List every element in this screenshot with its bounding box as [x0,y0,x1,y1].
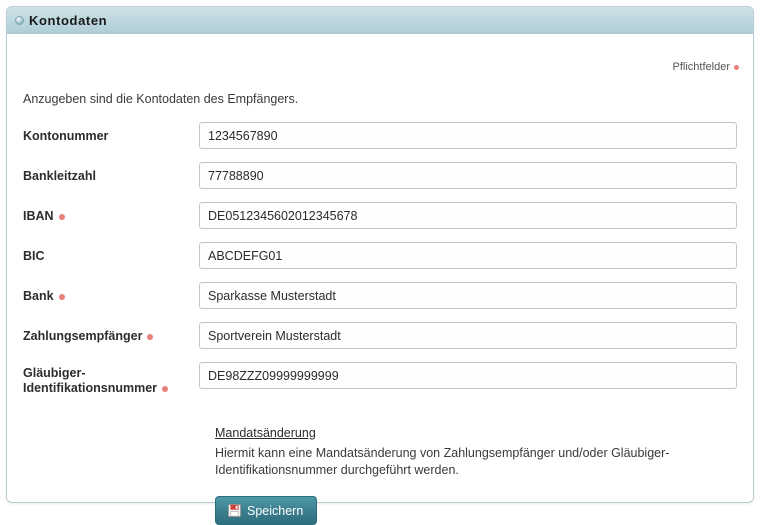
field-wrapper-iban [199,202,753,229]
bic-input[interactable] [199,242,737,269]
required-fields-note [673,61,739,73]
label-text: Gläubiger-Identifikationsnummer [23,366,158,395]
label-glaeubiger-id [7,362,199,396]
mandate-description: Hiermit kann eine Mandatsänderung von Zahlungsempfänger und/oder Gläubiger-Identifikationsnummer durchgeführt werden. [215,446,670,477]
bullet-icon [15,16,24,25]
glaeubiger-id-input[interactable] [199,362,737,389]
label-kontonummer [7,122,199,144]
form-row-bic [7,242,753,282]
field-wrapper-glaeubiger-id [199,362,753,389]
required-dot-icon [162,386,168,392]
form-row-kontonummer [7,122,753,162]
field-wrapper-bankleitzahl [199,162,753,189]
label-text: Zahlungsempfänger [23,329,143,343]
zahlungsempfaenger-input[interactable] [199,322,737,349]
label-text: Kontonummer [23,129,109,143]
account-data-form [7,122,753,414]
label-bank [7,282,199,304]
field-wrapper-kontonummer [199,122,753,149]
label-zahlungsempfaenger [7,322,199,344]
kontonummer-input[interactable] [199,122,737,149]
form-row-bank [7,282,753,322]
form-row-iban [7,202,753,242]
panel-body [7,34,753,518]
label-text: BIC [23,249,45,263]
form-row-zahlungsempfaenger [7,322,753,362]
required-dot-icon [59,214,65,220]
required-dot-icon [734,65,739,70]
required-dot-icon [59,294,65,300]
label-bic [7,242,199,264]
save-button-label: Speichern [247,503,304,518]
iban-input[interactable] [199,202,737,229]
form-row-bankleitzahl [7,162,753,202]
label-text: Bankleitzahl [23,169,96,183]
form-row-glaeubiger-id [7,362,753,414]
label-text: IBAN [23,209,54,223]
required-dot-icon [147,334,153,340]
label-text: Bank [23,289,54,303]
field-wrapper-bic [199,242,753,269]
field-wrapper-bank [199,282,753,309]
panel-header [7,7,753,34]
bank-input[interactable] [199,282,737,309]
intro-text: Anzugeben sind die Kontodaten des Empfängers. [23,92,299,106]
kontodaten-panel [6,6,754,518]
label-iban [7,202,199,224]
bankleitzahl-input[interactable] [199,162,737,189]
required-fields-label: Pflichtfelder [672,61,730,73]
mandatsaenderung-link[interactable]: Mandatsänderung [215,426,316,440]
page-title: Kontodaten [29,12,108,28]
mandate-section [215,426,737,479]
label-bankleitzahl [7,162,199,184]
field-wrapper-zahlungsempfaenger [199,322,753,349]
